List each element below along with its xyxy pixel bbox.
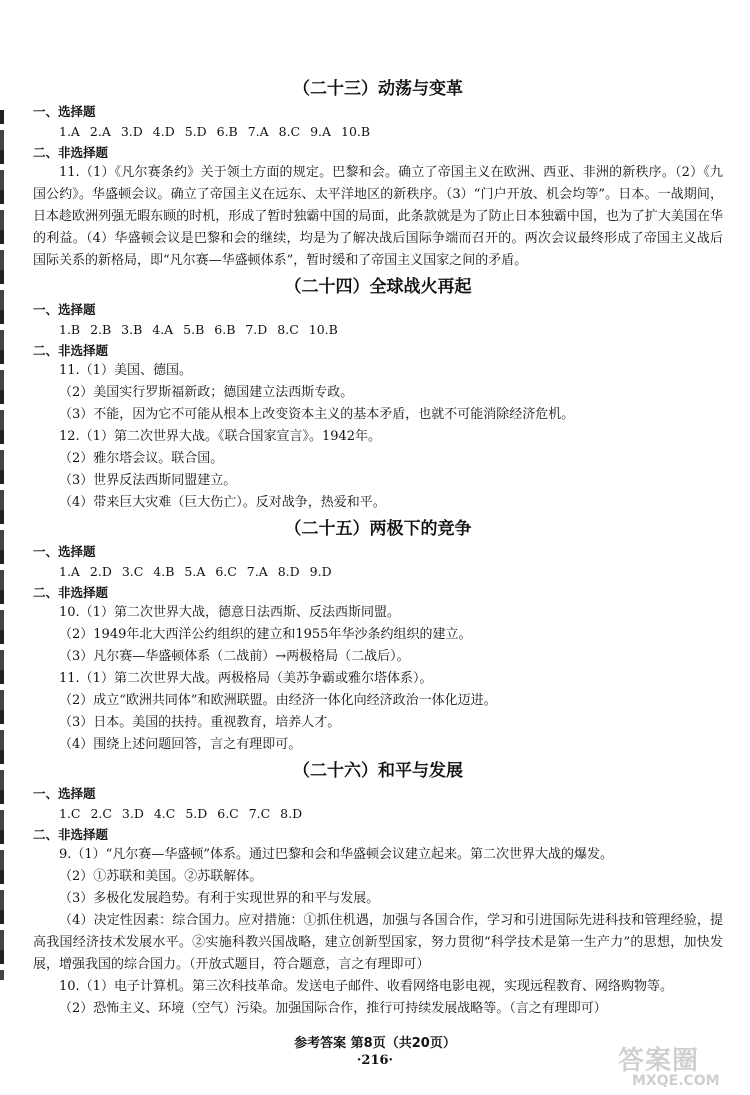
- watermark-title: 答案圈: [618, 1046, 700, 1076]
- watermark-url: MXQE.COM: [632, 1073, 720, 1089]
- binding-edge: [0, 110, 4, 980]
- watermark-logo: [618, 1040, 740, 1090]
- answer-line: 12.（1）第二次世界大战。《联合国家宣言》。1942年。: [59, 429, 382, 444]
- answer-line: （3）世界反法西斯同盟建立。: [59, 473, 237, 488]
- answer-line: （3）日本。美国的扶持。重视教育，培养人才。: [59, 715, 341, 730]
- choice-answers: 1.B 2.B 3.B 4.A 5.B 6.B 7.D 8.C 10.B: [59, 322, 338, 337]
- section-title: （二十四）全球战火再起: [284, 277, 472, 297]
- section-25: [33, 516, 723, 756]
- choice-label: 一、选择题: [33, 104, 96, 119]
- section-title: （二十三）动荡与变革: [293, 79, 463, 99]
- choice-label: 一、选择题: [33, 302, 96, 317]
- section-26: [33, 758, 723, 1020]
- page-number: ·216·: [356, 1053, 394, 1068]
- answer-line: 11.（1）美国、德国。: [59, 363, 192, 378]
- answer-paragraph: （4）决定性因素：综合国力。应对措施：①抓住机遇，加强与各国合作，学习和引进国际先进科技和管理经验，提高我国经济技术发展水平。②实施科教兴国战略，建立创新型国家，努力贯彻“科学技术是第一生产力”的思想，加快发展，增强我国的综合国力。（开放式题目，符合题意，言之有理即可）: [33, 913, 723, 972]
- answer-line: 10.（1）第二次世界大战，德意日法西斯、反法西斯同盟。: [59, 605, 400, 620]
- answer-line: （3）不能，因为它不可能从根本上改变资本主义的基本矛盾，也就不可能消除经济危机。: [59, 407, 575, 422]
- section-23: [33, 76, 723, 272]
- nonchoice-label: 二、非选择题: [33, 145, 109, 160]
- nonchoice-label: 二、非选择题: [33, 827, 109, 842]
- answer-line: （2）雅尔塔会议。联合国。: [59, 451, 224, 466]
- answer-line: （2）①苏联和美国。②苏联解体。: [59, 869, 263, 884]
- answer-line: 9.（1）“凡尔赛—华盛顿”体系。通过巴黎和会和华盛顿会议建立起来。第二次世界大战的爆发。: [59, 847, 613, 862]
- answer-page: [33, 74, 723, 1020]
- nonchoice-label: 二、非选择题: [33, 343, 109, 358]
- answer-line: （2）成立“欧洲共同体”和欧洲联盟。由经济一体化向经济政治一体化迈进。: [59, 693, 497, 708]
- answer-line: （4）带来巨大灾难（巨大伤亡）。反对战争，热爱和平。: [59, 495, 386, 510]
- answer-line: （2）美国实行罗斯福新政；德国建立法西斯专政。: [59, 385, 354, 400]
- choice-answers: 1.C 2.C 3.D 4.C 5.D 6.C 7.C 8.D: [59, 806, 303, 821]
- section-title: （二十五）两极下的竞争: [284, 519, 472, 539]
- answer-line: （3）凡尔赛—华盛顿体系（二战前）→两极格局（二战后）。: [59, 649, 410, 664]
- choice-answers: 1.A 2.D 3.C 4.B 5.A 6.C 7.A 8.D 9.D: [59, 564, 332, 579]
- section-title: （二十六）和平与发展: [293, 761, 463, 781]
- answer-line: （4）围绕上述问题回答，言之有理即可。: [59, 737, 302, 752]
- answer-line: （3）多极化发展趋势。有利于实现世界的和平与发展。: [59, 891, 380, 906]
- choice-label: 一、选择题: [33, 544, 96, 559]
- answer-line: （2）1949年北大西洋公约组织的建立和1955年华沙条约组织的建立。: [59, 627, 472, 642]
- nonchoice-label: 二、非选择题: [33, 585, 109, 600]
- answer-line: （2）恐怖主义、环境（空气）污染。加强国际合作，推行可持续发展战略等。（言之有理即可）: [59, 1001, 607, 1016]
- answer-paragraph: 11.（1）《凡尔赛条约》关于领土方面的规定。巴黎和会。确立了帝国主义在欧洲、西亚、非洲的新秩序。（2）《九国公约》。华盛顿会议。确立了帝国主义在远东、太平洋地区的新秩序。（3）“门户开放、机会均等”。日本。一战期间，日本趁欧洲列强无暇东顾的时机，形成了暂时独霸中国的局面，此条款就是为了防止日本独霸中国，也为了扩大美国在华的利益。（4）华盛顿会议是巴黎和会的继续，均是为了解决战后国际争端而召开的。两次会议最终形成了帝国主义战后国际关系的新格局，即“凡尔赛—华盛顿体系”，暂时缓和了帝国主义国家之间的矛盾。: [33, 165, 723, 268]
- choice-answers: 1.A 2.A 3.D 4.D 5.D 6.B 7.A 8.C 9.A 10.B: [59, 124, 371, 139]
- answer-paragraph: 10.（1）电子计算机。第三次科技革命。发送电子邮件、收看网络电影电视，实现远程教育、网络购物等。: [59, 979, 673, 994]
- choice-label: 一、选择题: [33, 786, 96, 801]
- footer-reference: 参考答案 第8页（共20页）: [294, 1036, 456, 1051]
- answer-line: 11.（1）第二次世界大战。两极格局（美苏争霸或雅尔塔体系）。: [59, 671, 433, 686]
- section-24: [33, 274, 723, 514]
